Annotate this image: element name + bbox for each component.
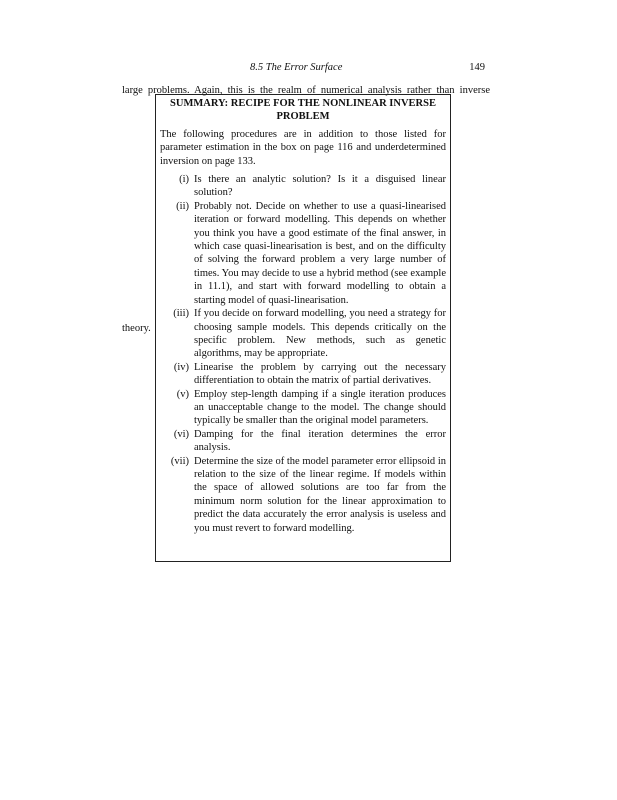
step-text: Employ step-length damping if a single iteration produces an unacceptable change to the model. The change should typically be smaller than the original model parameters.: [194, 388, 446, 427]
summary-intro: The following procedures are in addition to those listed for parameter estimation in the box on page 116 and underdetermined inversion on page 133.: [160, 128, 446, 167]
step-text: If you decide on forward modelling, you need a strategy for choosing sample models. This depends critically on the specific problem. New methods, such as genetic algorithms, may be appropriate.: [194, 308, 446, 360]
step-number: (vii): [170, 455, 189, 467]
step-item: [160, 388, 446, 428]
step-item: [160, 173, 446, 200]
step-number: (ii): [176, 200, 189, 212]
step-text: Probably not. Decide on whether to use a quasi-linearised iteration or forward modelling. This depends on whether you think you have a good estimate of the final answer, in which case quasi-linearisation is best, and on the difficulty of solving the forward problem a very large number of times. You may decide to use a hybrid method (see example in 11.1), and start with forward modelling to obtain a starting model of quasi-linearisation.: [194, 200, 446, 306]
section-title: 8.5 The Error Surface: [250, 62, 343, 73]
body-text-continuation: theory.: [122, 323, 151, 334]
body-text-line: large problems. Again, this is the realm of numerical analysis rather than inverse: [122, 85, 490, 96]
step-list: [160, 173, 446, 535]
page-number: 149: [469, 62, 485, 73]
step-number: (iii): [173, 308, 189, 320]
step-item: [160, 307, 446, 361]
step-text: Damping for the final iteration determines the error analysis.: [194, 428, 446, 454]
step-number: (vi): [173, 428, 189, 440]
step-text: Linearise the problem by carrying out the necessary differentiation to obtain the matrix of partial derivatives.: [194, 361, 446, 387]
step-number: (i): [179, 174, 189, 186]
step-item: [160, 200, 446, 307]
step-number: (v): [176, 388, 189, 400]
summary-title: SUMMARY: RECIPE FOR THE NONLINEAR INVERSE PROBLEM: [170, 98, 436, 123]
step-item: [160, 428, 446, 455]
step-item: [160, 361, 446, 388]
step-number: (iv): [173, 361, 189, 373]
step-text: Is there an analytic solution? Is it a disguised linear solution?: [194, 174, 446, 199]
step-text: Determine the size of the model parameter error ellipsoid in relation to the size of the linear regime. If models within the space of allowed solutions are too far from the minimum norm solution for the linear approximation to predict the data accurately the error analysis is useless and you must revert to forward modelling.: [194, 455, 446, 534]
summary-box: [155, 94, 451, 562]
step-item: [160, 455, 446, 535]
